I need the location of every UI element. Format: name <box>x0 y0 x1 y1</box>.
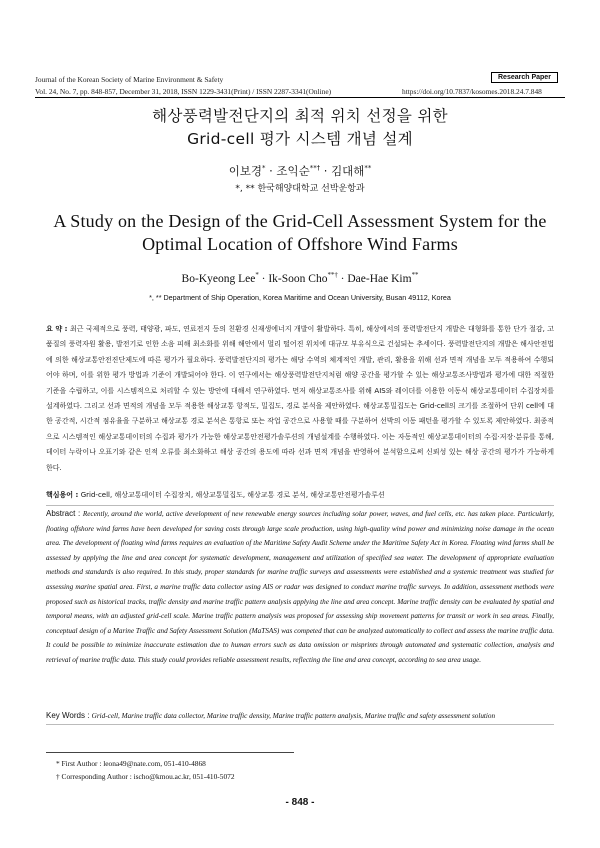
title-en-line2: Optimal Location of Offshore Wind Farms <box>142 234 458 254</box>
affiliation-en: *, ** Department of Ship Operation, Korea Maritime and Ocean University, Busan 49112, Korea <box>149 293 451 302</box>
author-ko-1: 이보경 <box>228 164 263 178</box>
authors-ko <box>0 163 600 179</box>
abstract-en <box>46 507 554 668</box>
title-ko-line1: 해상풍력발전단지의 최적 위치 선정을 위한 <box>152 107 448 125</box>
affiliation-ko: *, ** 한국해양대학교 선박운항과 <box>235 184 365 194</box>
keywords-ko-label: 핵심용어 : <box>46 491 81 499</box>
author-en-1: Bo-Kyeong Lee <box>181 273 256 285</box>
footnote-corresponding-author: † Corresponding Author : ischo@kmou.ac.kr, 051-410-5072 <box>56 772 235 781</box>
volume-info: Vol. 24, No. 7, pp. 848-857, December 31, 2018, ISSN 1229-3431(Print) / ISSN 2287-3341(Online) <box>35 87 332 96</box>
keywords-en-label: Key Words : <box>46 711 92 720</box>
authors-en <box>0 273 600 285</box>
author-ko-2-mark: **† <box>309 164 321 173</box>
title-en-line1: A Study on the Design of the Grid-Cell Assessment System for the <box>53 211 547 231</box>
doi-link[interactable]: https://doi.org/10.7837/kosomes.2018.24.7.848 <box>402 87 542 96</box>
article-type-badge: Research Paper <box>491 72 558 83</box>
footnote-rule <box>46 752 294 753</box>
author-en-3-mark: ** <box>411 272 419 280</box>
author-en-2-mark: **† <box>327 272 338 280</box>
abstract-en-label: Abstract : <box>46 509 83 518</box>
author-en-1-mark: * <box>255 272 259 280</box>
abstract-divider <box>46 505 554 506</box>
author-en-3: · Dae-Hae Kim <box>337 273 412 285</box>
author-ko-1-mark: * <box>262 164 266 173</box>
author-en-2: · Ik-Soon Cho <box>258 273 328 285</box>
header-rule <box>35 97 565 98</box>
abstract-ko-text: 최근 국제적으로 풍력, 태양광, 파도, 연료전지 등의 친환경 신재생에너지 개발이 활발하다. 특히, 해상에서의 풍력발전단지 개발은 대형화를 통한 단가 절감, 고품질의 풍력자원 활용, 발전기로 인한 소음 피해 최소화를 위해 해안에서 멀리 떨어진 위치에 대규모 부유식으로 건설되는 추세이다. 풍력발전단지의 개발은 해사안전법에 의한 해상교통안전진단제도에 따른 평가가 필요하다. 풍력발전단지의 평가는 해당 수역의 체계적인 개발, 관리, 활용을 위해 선과 면적 개념을 모두 적용하여 수행되어야 하며, 이를 위한 평가 방법과 기준이 개발되어야 한다. 이 연구에서는 해상풍력발전단지처럼 해양 공간을 평가할 수 있는 해상교통조사방법과 평가에 대한 적절한 기준을 수립하고, 이를 시스템적으로 처리할 수 있는 방안에 대해서 연구하였다. 먼저 해상교통조사를 위해 AIS와 레이더를 이용한 이동식 해상교통데이터 수집장치를 설계하였다. 그리고 선과 면적의 개념을 모두 적용한 해상교통 항적도, 밀집도, 경로 분석을 제안하였다. 해상교통밀집도는 Grid-cell의 크기를 조절하여 단위 cell에 대한 공간적, 시간적 점유율을 구분하고 해상교통 경로 분석은 통항로 또는 작업 공간으로 사용할 때를 구분하여 선박의 이동 패턴을 평가할 수 있도록 제안하였다. 최종적으로 시스템적인 해상교통데이터의 수집과 평가가 가능한 해상교통안전평가솔루션의 개념설계를 수행하였다. 이는 자동적인 해상교통데이터의 수집·저장·분류를 통해, 데이터 누락이나 오표기와 같은 인적 오류를 최소화하고 해상 공간의 용도에 따라 선과 면적 개념을 반영하여 분석함으로써 신뢰성 있는 해상 공간의 평가가 가능하게 한다. <box>46 325 554 472</box>
author-ko-2: · 조익순 <box>265 164 310 178</box>
keywords-en-text: Grid-cell, Marine traffic data collector, Marine traffic density, Marine traffic pattern analysis, Marine traffic and safety assessment solution <box>91 712 496 720</box>
keywords-ko-text: Grid-cell, 해상교통데이터 수집장치, 해상교통밀집도, 해상교통 경로 분석, 해상교통안전평가솔루션 <box>80 491 385 499</box>
keywords-en <box>46 711 495 720</box>
abstract-ko-label: 요 약 : <box>46 325 71 333</box>
page-number: - 848 - <box>285 797 315 808</box>
keywords-divider <box>46 724 554 725</box>
keywords-ko <box>46 490 385 500</box>
abstract-en-text: Recently, around the world, active development of new renewable energy sources including solar power, waves, and fuel cells, etc. has taken place. Particularly, floating offshore wind farms have been developed for saving costs through large scale production, using high-quality wind power and minimizing noise damage in the ocean area. The development of floating wind farms requires an evaluation of the Maritime Safety Audit Scheme under the Maritime Safety Act in Korea. Floating wind farms shall be assessed by applying the line and area concept for systematic development, management and utilization of specified sea water. The development of appropriate evaluation methods and standards is also required. In this study, proper standards for marine traffic surveys and assessments were established and a systemic treatment was studied for assessing marine spatial area. First, a marine traffic data collector using AIS or radar was designed to conduct marine traffic surveys. In addition, assessment methods were proposed such as historical tracks, traffic density and marine traffic pattern analysis applying the line and area concept. Marine traffic density can be evaluated by spatial and temporal means, with an adjusted grid-cell scale. Marine traffic pattern analysis was proposed for assessing ship movement patterns for transit or work in sea areas. Finally, conceptual design of a Marine Traffic and Safety Assessment Solution (MaTSAS) was competed that can be analyzed automatically to collect and assess the marine traffic data. It could be possible to minimize inaccurate estimation due to human errors such as data omission or misprints through automated and systematic collection, analysis and retrieval of marine traffic data. This study could provides reliable assessment results, reflecting the line and area concept, according to sea area usage. <box>46 510 554 664</box>
title-ko-line2: Grid-cell 평가 시스템 개념 설계 <box>187 130 413 148</box>
journal-name: Journal of the Korean Society of Marine Environment & Safety <box>35 75 224 84</box>
abstract-ko <box>46 322 554 476</box>
author-ko-3: · 김대해 <box>320 164 365 178</box>
author-ko-3-mark: ** <box>364 164 372 173</box>
footnote-first-author: * First Author : leona49@nate.com, 051-410-4868 <box>56 759 206 768</box>
